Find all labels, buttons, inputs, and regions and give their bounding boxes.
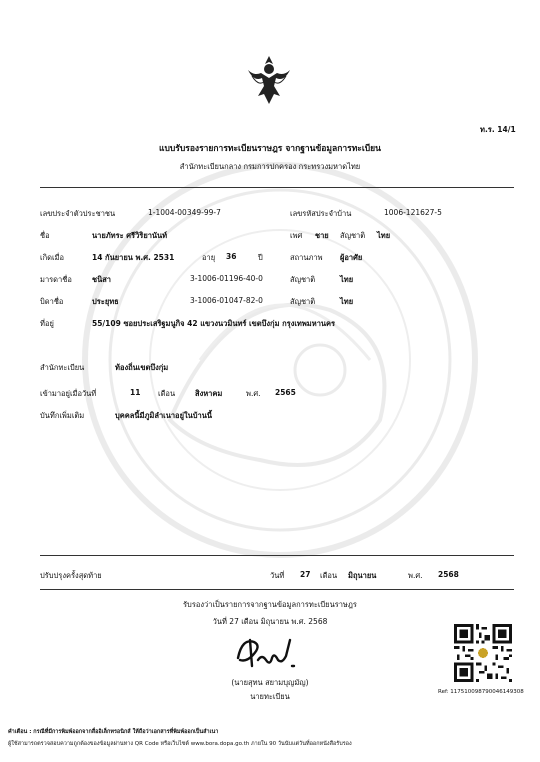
id-value: 1-1004-00349-99-7 [148,208,221,217]
document-title: แบบรับรองรายการทะเบียนราษฎร จากฐานข้อมูลการทะเบียน [159,144,381,154]
signer-name: (นายสุทน สยามบุญมัญ) [231,678,309,687]
age-value: 36 [226,252,237,261]
name-value: นายภัทระ ศรีวิริยานันท์ [92,231,168,240]
update-label: ปรับปรุงครั้งสุดท้าย [40,571,102,580]
divider-middle [40,555,514,556]
movein-label: เข้ามาอยู่เมื่อวันที่ [40,389,97,398]
name-label: ชื่อ [40,231,50,240]
mother-name: ชนิสา [92,275,112,284]
update-year-label: พ.ศ. [408,571,423,580]
garuda-emblem-image [244,52,294,108]
update-month-label: เดือน [320,571,338,580]
father-nationality-value: ไทย [340,297,354,306]
movein-month-label: เดือน [158,389,176,398]
movein-year-label: พ.ศ. [246,389,261,398]
nationality-value: ไทย [377,231,391,240]
movein-month: สิงหาคม [195,389,223,398]
qr-code-image [451,624,515,682]
sex-label: เพศ [290,231,303,240]
birth-value: 14 กันยายน พ.ศ. 2531 [92,253,175,262]
certification-line1: รับรองว่าเป็นรายการจากฐานข้อมูลการทะเบียนราษฎร [183,600,357,609]
address-label: ที่อยู่ [40,319,54,328]
status-label: สถานภาพ [290,253,323,262]
document-subtitle: สำนักทะเบียนกลาง กรมการปกครอง กระทรวงมหาดไทย [179,162,361,171]
father-id: 3-1006-01047-82-0 [190,296,263,305]
house-code-label: เลขรหัสประจำบ้าน [290,209,352,218]
update-year: 2568 [438,570,459,579]
house-code-value: 1006-121627-5 [384,208,442,217]
status-value: ผู้อาศัย [340,253,363,262]
form-code: ท.ร. 14/1 [480,125,516,134]
footer-verification-note: ผู้ใช้สามารถตรวจสอบความถูกต้องของข้อมูลผ่านทาง QR Code หรือเว็บไซต์ www.bora.dopa.go.th ภายใน 90 วันนับแต่วันที่ออกหนังสือรับรอง [8,741,352,747]
footer-warning: คำเตือน : กรณีที่มีการพิมพ์ออกจากสื่ออิเล็กทรอนิกส์ ให้ถือว่าเอกสารที่พิมพ์ออกเป็นสำเนา [8,729,219,735]
watermark-seal-image [80,160,480,560]
father-name: ประยุทธ [92,297,119,306]
update-day-label: วันที่ [270,571,285,580]
divider-top [40,187,514,188]
address-value: 55/109 ซอยประเสริฐมนูกิจ 42 แขวงนวมินทร์ เขตบึงกุ่ม กรุงเทพมหานคร [92,319,336,328]
mother-id: 3-1006-01196-40-0 [190,274,263,283]
certification-line2: วันที่ 27 เดือน มิถุนายน พ.ศ. 2568 [212,617,328,626]
father-nationality-label: สัญชาติ [290,297,316,306]
mother-label: มารดาชื่อ [40,275,72,284]
age-label: อายุ [202,253,216,262]
office-value: ท้องถิ่นเขตบึงกุ่ม [115,363,169,372]
office-label: สำนักทะเบียน [40,363,85,372]
divider-bottom [40,589,514,590]
reference-number: Ref: 117510098790046149308 [438,689,524,695]
signature-image [232,630,312,672]
birth-label: เกิดเมื่อ [40,253,64,262]
note-label: บันทึกเพิ่มเติม [40,411,85,420]
update-month: มิถุนายน [348,571,377,580]
note-value: บุคคลนี้มีภูมิลำเนาอยู่ในบ้านนี้ [115,411,212,420]
update-day: 27 [300,570,311,579]
sex-value: ชาย [315,231,329,240]
movein-day: 11 [130,388,141,397]
nationality-label: สัญชาติ [340,231,366,240]
id-label: เลขประจำตัวประชาชน [40,209,116,218]
signer-title: นายทะเบียน [250,692,290,701]
father-label: บิดาชื่อ [40,297,64,306]
mother-nationality-value: ไทย [340,275,354,284]
mother-nationality-label: สัญชาติ [290,275,316,284]
movein-year: 2565 [275,388,296,397]
age-unit: ปี [258,253,263,262]
